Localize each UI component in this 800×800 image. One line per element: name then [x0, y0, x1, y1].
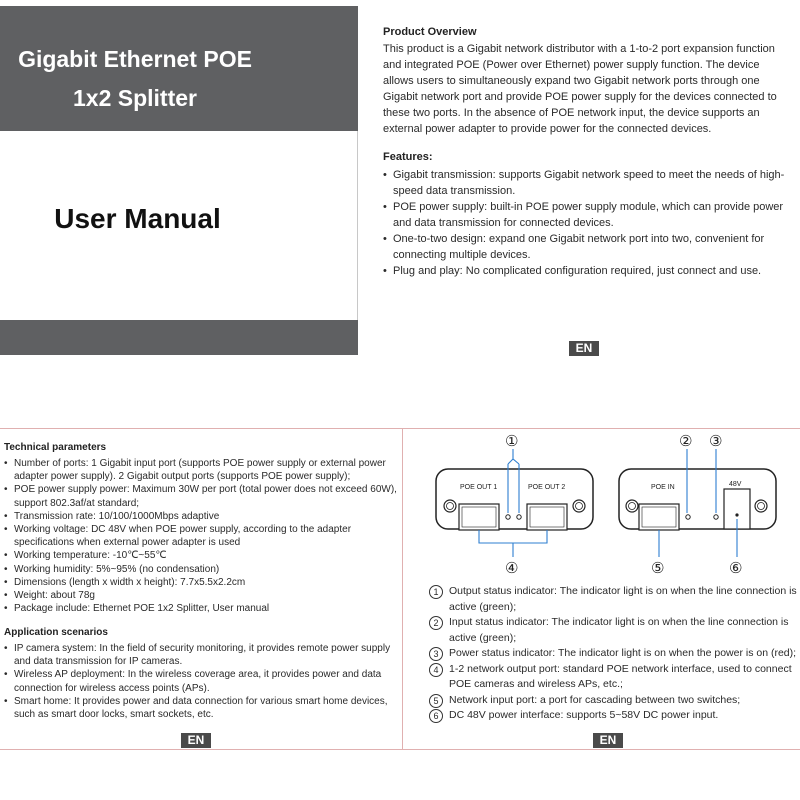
marker-5: ⑤: [651, 559, 665, 577]
list-item: • POE power supply power: Maximum 30W per port (total power does not exceed 60W), support 802.3af/at standard;: [4, 483, 399, 509]
overview-text: This product is a Gigabit network distributor with a 1-to-2 port expansion function and integrated POE (Power over Ethernet) power supply function. The device allows users to simultaneously expand two Gigabit network ports through one Gigabit network port and provide POE power supply for the devices connected to these two ports. In the absence of POE network input, the device supports an external power adapter to provide power for the connected devices.: [383, 43, 777, 135]
led-icon: [686, 515, 690, 519]
legend-text: Network input port: a port for cascading between two switches;: [449, 693, 741, 706]
marker-4: ④: [505, 559, 519, 577]
application-heading: Application scenarios: [4, 627, 108, 638]
features-list: [383, 167, 795, 279]
marker-6: ⑥: [729, 559, 743, 577]
list-item: • POE power supply: built-in POE power supply module, which can provide power and data transmission for connected devices.: [383, 199, 795, 231]
language-badge: EN: [181, 733, 211, 748]
led-icon: [714, 515, 718, 519]
list-item: • Transmission rate: 10/100/1000Mbps adaptive: [4, 510, 399, 523]
legend-text: DC 48V power interface: supports 5~58V DC power input.: [449, 709, 719, 721]
list-item: • Package include: Ethernet POE 1x2 Splitter, User manual: [4, 602, 399, 615]
diagram-legend: [429, 584, 799, 724]
legend-number: 1: [429, 585, 443, 599]
legend-text: 1-2 network output port: standard POE network interface, used to connect POE cameras and wireless APs, etc.;: [449, 662, 792, 690]
legend-number: 4: [429, 663, 443, 677]
list-item: • Gigabit transmission: supports Gigabit network speed to meet the needs of high-speed data transmission.: [383, 167, 795, 199]
overview-heading: Product Overview: [383, 26, 477, 38]
ethernet-port-icon: [527, 504, 567, 530]
dc-label: 48V: [729, 481, 742, 488]
led-icon: [506, 515, 510, 519]
poe-in-label: POE IN: [651, 484, 675, 491]
list-item: • Wireless AP deployment: In the wireless coverage area, it provides power and data connection for wireless access points (APs).: [4, 668, 399, 694]
legend-text: Power status indicator: The indicator light is on when the power is on (red);: [449, 647, 797, 659]
poe-out-1-label: POE OUT 1: [460, 484, 498, 491]
list-item: • Working temperature: -10℃~55℃: [4, 549, 399, 562]
legend-number: 3: [429, 647, 443, 661]
legend-number: 6: [429, 709, 443, 723]
list-item: • Weight: about 78g: [4, 589, 399, 602]
list-item: [429, 708, 799, 724]
list-item: [429, 615, 799, 646]
ethernet-port-icon: [639, 504, 679, 530]
cover-title-band: [0, 6, 358, 131]
language-badge: EN: [593, 733, 623, 748]
diagram-page: [403, 428, 800, 750]
poe-out-2-label: POE OUT 2: [528, 484, 566, 491]
marker-1: ①: [505, 432, 519, 450]
ethernet-port-icon: [459, 504, 499, 530]
legend-text: Output status indicator: The indicator light is on when the line connection is active (green);: [449, 585, 797, 613]
cover-body: [0, 131, 358, 320]
list-item: • Plug and play: No complicated configuration required, just connect and use.: [383, 263, 795, 279]
cover-title-line2: 1x2 Splitter: [73, 85, 197, 111]
list-item: • Working humidity: 5%~95% (no condensation): [4, 563, 399, 576]
language-badge: EN: [569, 341, 599, 356]
marker-2: ②: [679, 432, 693, 450]
list-item: • Number of ports: 1 Gigabit input port (supports POE power supply or external power adapter power supply). 2 Gigabit output ports (supports POE power supply);: [4, 457, 399, 483]
features-heading: Features:: [383, 151, 433, 163]
legend-text: Input status indicator: The indicator light is on when the line connection is active (green);: [449, 616, 789, 644]
list-item: • Smart home: It provides power and data connection for various smart home devices, such as smart door locks, smart sockets, etc.: [4, 695, 399, 721]
technical-page: [0, 428, 403, 750]
list-item: • Dimensions (length x width x height): 7.7x5.5x2.2cm: [4, 576, 399, 589]
cover-subtitle: User Manual: [54, 203, 221, 234]
list-item: [429, 584, 799, 615]
led-icon: [517, 515, 521, 519]
list-item: [429, 646, 799, 662]
legend-number: 2: [429, 616, 443, 630]
list-item: [429, 662, 799, 693]
application-list: [4, 642, 399, 721]
list-item: • IP camera system: In the field of security monitoring, it provides remote power supply and data transmission for IP cameras.: [4, 642, 399, 668]
overview-page: [370, 0, 800, 360]
list-item: • Working voltage: DC 48V when POE power supply, according to the adapter specifications when external power adapter is used: [4, 523, 399, 549]
list-item: • One-to-two design: expand one Gigabit network port into two, convenient for connecting multiple devices.: [383, 231, 795, 263]
cover-title-line1: Gigabit Ethernet POE: [18, 46, 252, 72]
output-panel: [436, 469, 593, 530]
cover-page: [0, 0, 358, 355]
tech-params-list: [4, 457, 399, 615]
legend-number: 5: [429, 694, 443, 708]
tech-heading: Technical parameters: [4, 442, 107, 453]
input-panel: [619, 469, 776, 530]
cover-footer-band: [0, 320, 358, 355]
marker-3: ③: [709, 432, 723, 450]
list-item: [429, 693, 799, 709]
